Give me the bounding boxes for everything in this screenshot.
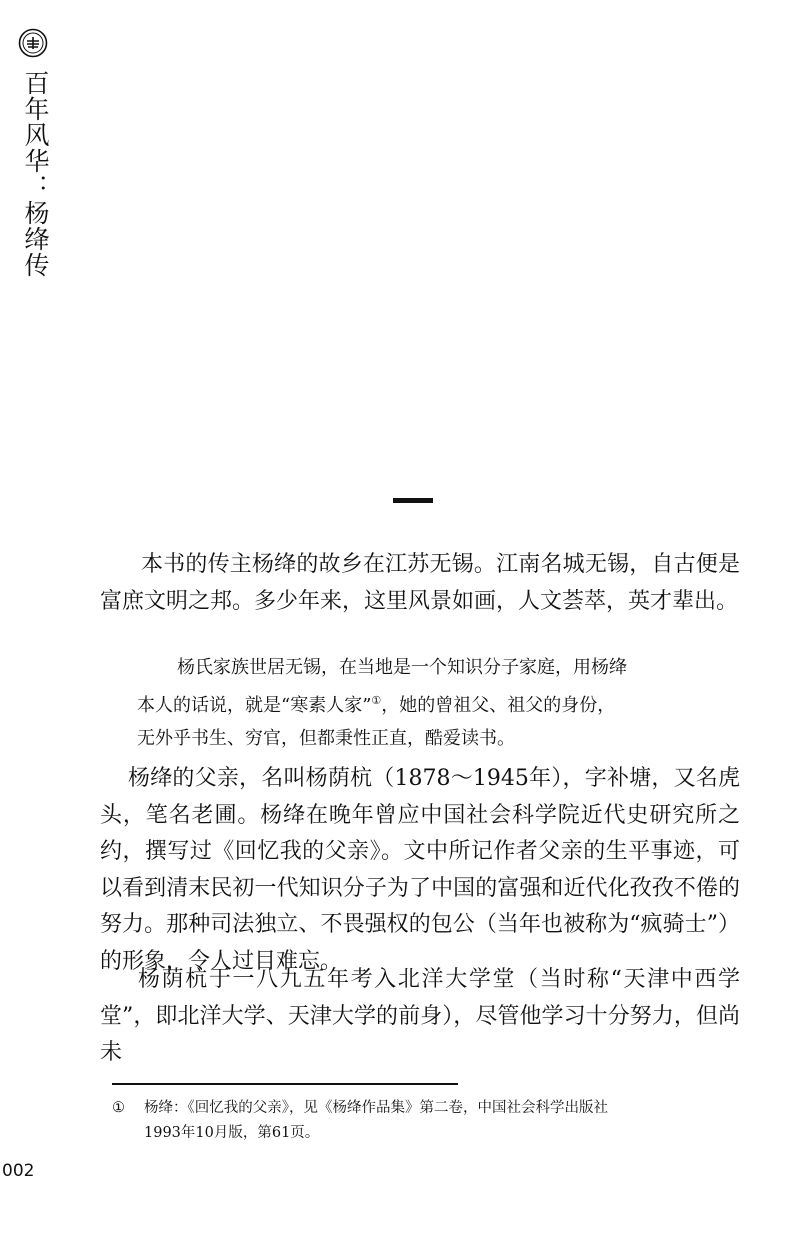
running-title: 百年风华：杨绛传: [21, 70, 50, 278]
paragraph-hometown: 本书的传主杨绛的故乡在江苏无锡。江南名城无锡，自古便是富庶文明之邦。多少年来，这里风景如画，人文荟萃，英才辈出。: [100, 552, 740, 614]
chapter-number: [393, 498, 433, 503]
quote-line: 本人的话说，就是“寒素人家”①，她的曾祖父、祖父的身份，: [137, 694, 616, 716]
page-number: 002: [2, 1161, 35, 1181]
quote-line: 无外乎书生、穷官，但都秉性正直，酷爱读书。: [137, 728, 515, 749]
footnote-divider: [112, 1083, 458, 1085]
footnote-text: 杨绛：《回忆我的父亲》，见《杨绛作品集》第二卷，中国社会科学出版社: [144, 1100, 608, 1116]
footnote: [112, 1096, 752, 1146]
publisher-seal-icon: [18, 28, 48, 58]
footnote-marker: ①: [112, 1100, 125, 1116]
footnote-text: 1993年10月版，第61页。: [144, 1125, 320, 1141]
block-quote: [137, 651, 697, 755]
paragraph-father: 杨绛的父亲，名叫杨荫杭（1878～1945年），字补塘，又名虎头，笔名老圃。杨绛在晚年曾应中国社会科学院近代史研究所之约，撰写过《回忆我的父亲》。文中所记作者父亲的生平事迹，可以看到清末民初一代知识分子为了中国的富强和近代化孜孜不倦的努力。那种司法独立、不畏强权的包公（当年也被称为“疯骑士”）的形象，令人过目难忘。: [100, 766, 740, 974]
footnote-reference[interactable]: ①: [371, 694, 382, 707]
paragraph-beiyang: 杨荫杭于一八九五年考入北洋大学堂（当时称“天津中西学堂”，即北洋大学、天津大学的前身），尽管他学习十分努力，但尚未: [100, 967, 740, 1065]
quote-line: 杨氏家族世居无锡，在当地是一个知识分子家庭，用杨绛: [177, 657, 627, 678]
